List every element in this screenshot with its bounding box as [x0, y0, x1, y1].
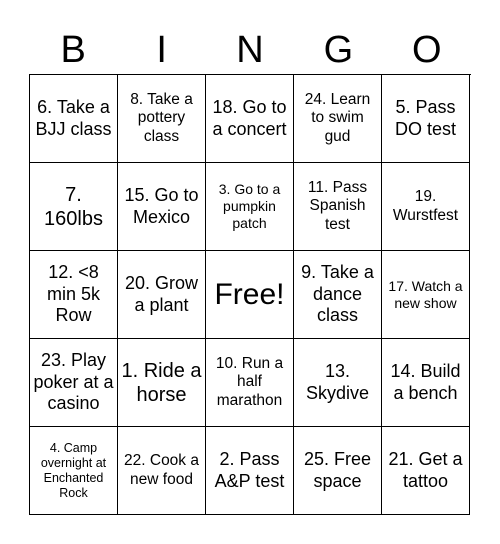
cell-text: 13. Skydive: [305, 360, 370, 403]
cell-text: 9. Take a dance class: [301, 262, 374, 326]
cell-text: 25. Free space: [303, 448, 372, 491]
cell-text: 23. Play poker at a casino: [33, 350, 114, 414]
cell-text: 5. Pass DO test: [394, 96, 456, 139]
bingo-cell: [30, 339, 118, 427]
bingo-cell: [294, 251, 382, 339]
bingo-card: [29, 26, 471, 515]
header-letter-g: G: [323, 29, 354, 71]
cell-text: 7. 160lbs: [44, 183, 103, 230]
bingo-grid: [29, 74, 471, 515]
cell-text: 6. Take a BJJ class: [35, 96, 112, 139]
cell-text: 20. Grow a plant: [124, 272, 199, 315]
bingo-cell: [118, 163, 206, 251]
cell-text: 12. <8 min 5k Row: [46, 262, 100, 326]
cell-text: 8. Take a pottery class: [130, 90, 193, 145]
bingo-cell: [206, 75, 294, 163]
cell-text: 22. Cook a new food: [124, 451, 199, 488]
bingo-cell: [30, 427, 118, 515]
bingo-cell: [382, 339, 470, 427]
bingo-cell: [118, 427, 206, 515]
bingo-cell: [294, 75, 382, 163]
cell-text: 2. Pass A&P test: [214, 448, 285, 491]
header-letter-o: O: [412, 29, 442, 71]
cell-text: 24. Learn to swim gud: [304, 90, 371, 145]
bingo-cell: [382, 75, 470, 163]
bingo-cell: [118, 339, 206, 427]
bingo-cell: [382, 251, 470, 339]
free-space-text: Free!: [214, 277, 285, 311]
cell-text: 3. Go to a pumpkin patch: [218, 181, 281, 231]
bingo-cell: [30, 75, 118, 163]
cell-text: 14. Build a bench: [390, 360, 461, 403]
bingo-cell: [382, 427, 470, 515]
bingo-cell: [118, 75, 206, 163]
cell-text: 4. Camp overnight at Enchanted Rock: [40, 440, 107, 500]
cell-text: 19. Wurstfest: [392, 187, 459, 224]
bingo-cell: [206, 339, 294, 427]
cell-text: 17. Watch a new show: [388, 277, 463, 311]
header-letter-i: I: [156, 29, 167, 71]
cell-text: 10. Run a half marathon: [215, 354, 284, 409]
bingo-cell: [206, 163, 294, 251]
bingo-cell: [206, 427, 294, 515]
bingo-cell: [382, 163, 470, 251]
bingo-cell: [30, 163, 118, 251]
bingo-cell: [294, 427, 382, 515]
bingo-cell: [30, 251, 118, 339]
bingo-header: [29, 26, 471, 74]
bingo-cell-free: [206, 251, 294, 339]
header-letter-n: N: [236, 29, 264, 71]
cell-text: 1. Ride a horse: [121, 359, 202, 406]
cell-text: 21. Get a tattoo: [388, 448, 463, 491]
header-letter-b: B: [60, 29, 86, 71]
bingo-cell: [294, 339, 382, 427]
bingo-cell: [294, 163, 382, 251]
bingo-cell: [118, 251, 206, 339]
cell-text: 15. Go to Mexico: [124, 184, 199, 227]
cell-text: 11. Pass Spanish test: [307, 178, 368, 233]
cell-text: 18. Go to a concert: [212, 96, 287, 139]
